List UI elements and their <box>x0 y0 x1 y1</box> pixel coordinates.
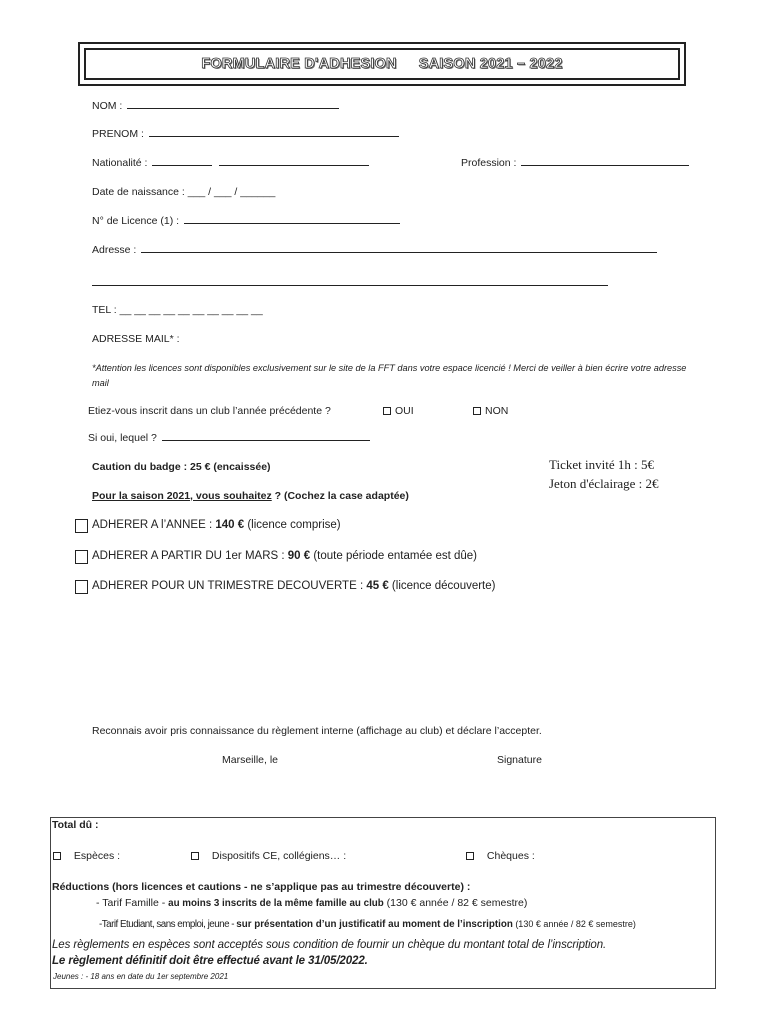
option-annee-note: (licence comprise) <box>244 519 341 531</box>
date-naissance-field[interactable]: Date de naissance : ___ / ___ / ______ <box>92 186 276 198</box>
licence-note: *Attention les licences sont disponibles exclusivement sur le site de la FFT dans votre espace licencié ! Merci de veiller à bien écrire votre adresse mail <box>92 363 687 388</box>
nationalite-input-line-1[interactable] <box>152 164 212 166</box>
especes-label: Espèces : <box>73 850 121 862</box>
tarif-etudiant-condition: sur présentation d’un justificatif au moment de l’inscription <box>236 919 513 930</box>
nom-input-line[interactable] <box>127 107 339 109</box>
payment-box <box>50 817 716 989</box>
saison-prompt <box>92 490 409 502</box>
option-annee-label: ADHERER A l’ANNEE : <box>92 519 216 531</box>
season-title: SAISON 2021 – 2022 <box>418 56 563 72</box>
non-option[interactable] <box>473 405 508 417</box>
option-mars-note: (toute période entamée est dûe) <box>310 550 478 562</box>
cheques-checkbox[interactable] <box>466 852 474 860</box>
option-annee-checkbox[interactable] <box>75 519 88 533</box>
cheques-option[interactable] <box>466 850 535 862</box>
licence-label: N° de Licence (1) : <box>92 215 180 227</box>
option-annee[interactable] <box>92 519 341 531</box>
mail-field[interactable]: ADRESSE MAIL* : <box>92 333 180 345</box>
reductions-title: Réductions (hors licences et cautions - ne s’applique pas au trimestre découverte) : <box>52 881 471 893</box>
reglement-definitif: Le règlement définitif doit être effectué avant le 31/05/2022. <box>52 955 368 967</box>
licence-field[interactable] <box>92 215 400 227</box>
nationalite-input-line-2[interactable] <box>219 164 369 166</box>
profession-label: Profession : <box>461 157 517 169</box>
option-trimestre[interactable] <box>92 580 495 592</box>
form-title: FORMULAIRE D'ADHESION <box>201 56 397 72</box>
saison-prompt-rest: ? (Cochez la case adaptée) <box>271 490 409 502</box>
dispositifs-checkbox[interactable] <box>191 852 199 860</box>
adresse-field[interactable] <box>92 244 657 256</box>
profession-field[interactable] <box>461 157 689 169</box>
especes-checkbox[interactable] <box>53 852 61 860</box>
nationalite-field[interactable] <box>92 157 369 169</box>
prenom-label: PRENOM : <box>92 128 144 140</box>
tel-field[interactable]: TEL : __ __ __ __ __ __ __ __ __ __ <box>92 304 263 316</box>
dispositifs-option[interactable] <box>191 850 346 862</box>
previous-club-question: Etiez-vous inscrit dans un club l’année précédente ? <box>88 405 331 417</box>
oui-checkbox[interactable] <box>383 407 391 415</box>
non-checkbox[interactable] <box>473 407 481 415</box>
ticket-invite: Ticket invité 1h : 5€ <box>549 457 654 472</box>
profession-input-line[interactable] <box>521 164 689 166</box>
option-mars-label: ADHERER A PARTIR DU 1er MARS : <box>92 550 288 562</box>
option-trimestre-price: 45 € <box>366 580 389 592</box>
nom-label: NOM : <box>92 100 123 112</box>
lequel-input-line[interactable] <box>162 439 370 441</box>
option-mars[interactable] <box>92 550 477 562</box>
prenom-field[interactable] <box>92 128 399 140</box>
title-inner-frame <box>84 48 680 80</box>
jeunes-note: Jeunes : - 18 ans en date du 1er septembre 2021 <box>53 972 229 981</box>
jeton-eclairage: Jeton d'éclairage : 2€ <box>549 476 659 491</box>
especes-option[interactable] <box>53 850 120 862</box>
oui-label: OUI <box>395 405 414 417</box>
tarif-etudiant <box>99 919 636 930</box>
option-mars-price: 90 € <box>287 550 311 562</box>
cheques-label: Chèques : <box>486 850 535 862</box>
option-trimestre-note: (licence découverte) <box>388 580 496 592</box>
adresse-label: Adresse : <box>92 244 137 256</box>
licence-input-line[interactable] <box>184 222 400 224</box>
lequel-label: Si oui, lequel ? <box>88 432 157 444</box>
tarif-etudiant-price: (130 € année / 82 € semestre) <box>512 919 636 929</box>
prenom-input-line[interactable] <box>149 135 399 137</box>
non-label: NON <box>485 405 509 417</box>
oui-option[interactable] <box>383 405 414 417</box>
marseille-le[interactable]: Marseille, le <box>222 754 279 766</box>
title-frame <box>78 42 686 86</box>
option-annee-price: 140 € <box>215 519 245 531</box>
tarif-famille <box>96 897 527 909</box>
signature-label[interactable]: Signature <box>497 754 542 766</box>
tarif-etudiant-label: -Tarif Etudiant, sans emploi, jeune - <box>99 919 237 930</box>
tarif-famille-label: - Tarif Famille - <box>96 897 169 909</box>
option-trimestre-label: ADHERER POUR UN TRIMESTRE DECOUVERTE : <box>92 580 367 592</box>
lequel-field[interactable] <box>88 432 370 444</box>
saison-prompt-underlined: Pour la saison 2021, vous souhaitez <box>92 490 272 502</box>
total-du[interactable]: Total dû : <box>52 819 99 831</box>
tarif-famille-condition: au moins 3 inscrits de la même famille au club <box>168 898 384 909</box>
tarif-famille-price: (130 € année / 82 € semestre) <box>383 897 528 909</box>
nationalite-label: Nationalité : <box>92 157 148 169</box>
adresse-input-line-1[interactable] <box>141 251 657 253</box>
especes-condition: Les règlements en espèces sont acceptés sous condition de fournir un chèque du montant total de l’inscription. <box>52 939 607 951</box>
adresse-input-line-2[interactable] <box>92 285 608 286</box>
nom-field[interactable] <box>92 100 339 112</box>
option-mars-checkbox[interactable] <box>75 550 88 564</box>
reconnais-text: Reconnais avoir pris connaissance du règlement interne (affichage au club) et déclare l’accepter. <box>92 725 542 737</box>
caution-badge: Caution du badge : 25 € (encaissée) <box>92 461 271 473</box>
dispositifs-label: Dispositifs CE, collégiens… : <box>211 850 347 862</box>
option-trimestre-checkbox[interactable] <box>75 580 88 594</box>
